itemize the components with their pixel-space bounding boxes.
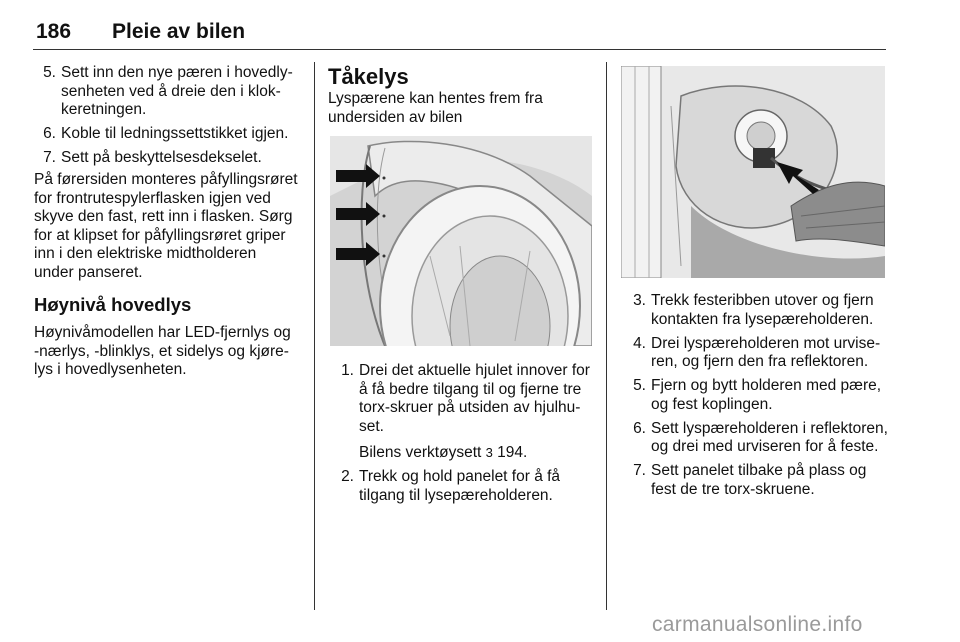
step-number: 6. xyxy=(43,125,56,142)
step-text: Trekk festeribben utover og fjern kontakten fra lysepæreholderen. xyxy=(651,292,874,328)
step-item xyxy=(336,468,594,505)
step-text: Sett panelet tilbake på plass og fest de tre torx-skruene. xyxy=(651,462,867,498)
section-heading: Høynivå hovedlys xyxy=(34,294,192,315)
step-number: 5. xyxy=(43,64,56,81)
step-number: 3. xyxy=(633,292,646,309)
section-paragraph: Høynivåmodellen har LED-fjernlys og -nærlys, -blinklys, et sidelys og kjørelys i hovedlysenheten. xyxy=(34,324,291,378)
step-text: Sett inn den nye pæren i hovedlysenheten ved å dreie den i klokkeretningen. xyxy=(61,64,293,118)
body-paragraph: På førersiden monteres påfyllingsrøret for frontrutespylerflasken igjen ved skyve den fast, rett inn i flasken. Sørg for at klipset for påfyllingsrøret griper inn i den elektriske midtholderen under panseret. xyxy=(34,171,298,281)
column-2-steps xyxy=(336,362,594,511)
fog-light-holder-figure xyxy=(621,66,885,278)
step-list-col3 xyxy=(622,292,888,499)
step-number: 1. xyxy=(341,362,354,379)
wheel-arch-illustration xyxy=(330,136,592,346)
page-ref-arrow-icon[interactable]: 3 xyxy=(485,445,493,460)
step-item xyxy=(34,149,298,168)
step-item xyxy=(622,462,888,499)
step-number: 7. xyxy=(43,149,56,166)
step-text: Sett lyspæreholderen i reflektoren, og drei med urviseren for å feste. xyxy=(651,419,888,455)
step-number: 5. xyxy=(633,377,646,394)
step-item xyxy=(34,64,298,120)
column-2 xyxy=(328,64,594,127)
intro-paragraph: Lyspærene kan hentes frem fra undersiden av bilen xyxy=(328,90,543,126)
step-text: Trekk og hold panelet for å få tilgang til lysepæreholderen. xyxy=(359,468,561,504)
step-item xyxy=(34,125,298,144)
watermark: carmanualsonline.info xyxy=(652,613,863,636)
header-divider xyxy=(33,49,886,50)
page-title: Pleie av bilen xyxy=(112,20,246,43)
wheel-arch-figure xyxy=(330,136,592,346)
step-item xyxy=(622,377,888,414)
step-list-col1 xyxy=(34,64,298,168)
column-3-steps xyxy=(622,292,888,505)
reference-note xyxy=(359,444,594,463)
section-heading-fog-lights: Tåkelys xyxy=(328,64,409,89)
note-text: Bilens verktøysett xyxy=(359,444,482,461)
step-number: 7. xyxy=(633,462,646,479)
step-text: Fjern og bytt holderen med pære, og fest koplingen. xyxy=(651,377,882,413)
column-1 xyxy=(34,64,298,380)
step-body xyxy=(359,362,594,463)
column-divider-1 xyxy=(314,62,315,610)
step-text: Koble til ledningssettstikket igjen. xyxy=(61,125,289,142)
page-number: 186 xyxy=(36,20,72,43)
step-list-col2 xyxy=(336,362,594,505)
step-text: Drei lyspæreholderen mot urviseren, og fjern den fra reflektoren. xyxy=(651,334,881,370)
step-number: 4. xyxy=(633,334,646,352)
step-number: 6. xyxy=(633,419,646,437)
step-item xyxy=(336,362,594,463)
step-number: 2. xyxy=(341,468,354,485)
step-text: Sett på beskyttelsesdekselet. xyxy=(61,149,262,166)
fog-light-holder-illustration xyxy=(621,66,885,278)
column-divider-2 xyxy=(606,62,607,610)
step-item xyxy=(622,420,888,457)
page-ref-link[interactable]: 194. xyxy=(497,444,528,461)
step-item xyxy=(622,292,888,329)
step-item xyxy=(622,335,888,372)
step-text: Drei det aktuelle hjulet innover for å få bedre tilgang til og fjerne tre torx-skruer på utsiden av hjulhuset. xyxy=(359,362,590,435)
